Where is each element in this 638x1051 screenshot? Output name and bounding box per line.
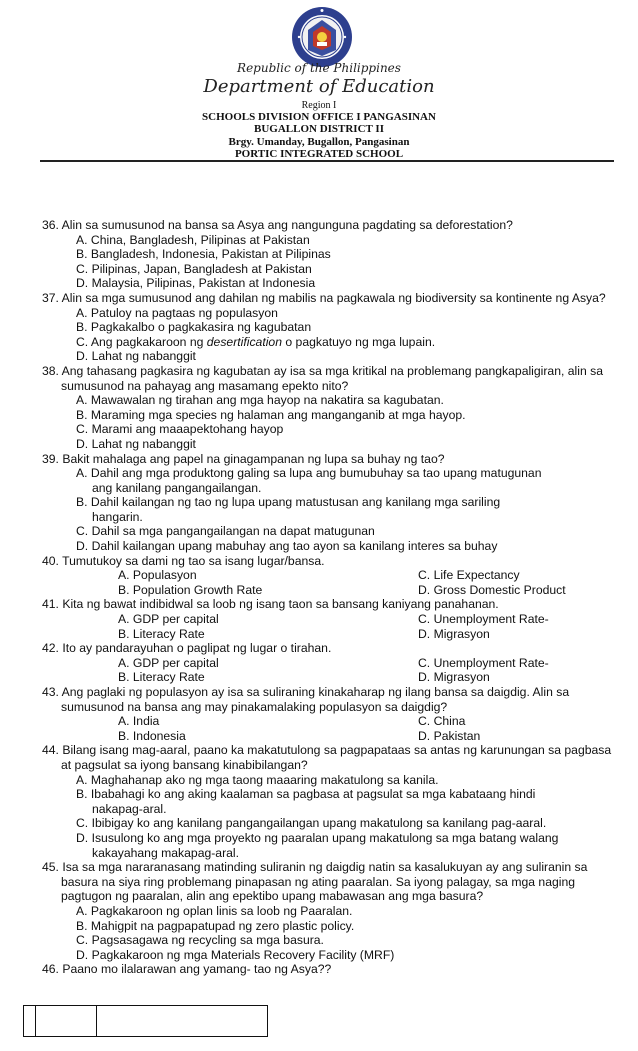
option-row [0, 714, 638, 729]
option-row [0, 627, 638, 642]
option: D. Malaysia, Pilipinas, Pakistan at Indonesia [76, 276, 316, 291]
deped-seal-logo [291, 6, 353, 68]
option [76, 495, 638, 524]
question-42 [0, 641, 638, 656]
question-list [0, 218, 638, 977]
option: C. Life Expectancy [418, 568, 520, 583]
option: C. China [418, 714, 466, 729]
option-row [0, 670, 638, 685]
division-line: SCHOOLS DIVISION OFFICE I PANGASINAN [202, 111, 436, 123]
table-divider [35, 1006, 36, 1036]
option: C. Pilipinas, Japan, Bangladesh at Pakistan [76, 261, 312, 276]
option: A. Maghahanap ako ng mga taong maaaring makatulong sa kanila. [76, 772, 439, 787]
option: B. Pagkakalbo o pagkakasira ng kagubatan [76, 320, 312, 335]
option: A. Patuloy na pagtaas ng populasyon [76, 305, 278, 320]
option: B. Indonesia [118, 728, 186, 743]
district-line: BUGALLON DISTRICT II [253, 123, 384, 135]
question-stem: 38. Ang tahasang pagkasira ng kagubatan ay isa sa mga kritikal na problemang pangkapaligiran, alin sa sumusunod na pahayag ang masamang epekto nito? [42, 363, 603, 393]
option: D. Migrasyon [418, 670, 490, 685]
option: A. India [118, 714, 160, 729]
option-text: C. Ang pagkakaroon ng [76, 334, 207, 349]
option [76, 831, 638, 860]
question-41 [0, 597, 638, 612]
option: C. Unemployment Rate- [418, 612, 549, 627]
option-row [0, 656, 638, 671]
question-39 [0, 452, 638, 467]
question-46 [0, 962, 638, 977]
footer-table [23, 1005, 268, 1037]
question-stem: 42. Ito ay pandarayuhan o paglipat ng lugar o tirahan. [42, 641, 332, 656]
question-37 [0, 291, 638, 306]
address-line: Brgy. Umanday, Bugallon, Pangasinan [228, 136, 410, 148]
option-line: B. Dahil kailangan ng tao ng lupa upang matustusan ang kanilang mga sariling [76, 495, 501, 510]
option-text: o pagkatuyo ng mga lupain. [281, 334, 436, 349]
option-row [0, 568, 638, 583]
department-title: Department of Education [203, 76, 435, 97]
question-36 [0, 218, 638, 233]
question-stem: 40. Tumutukoy sa dami ng tao sa isang lugar/bansa. [42, 553, 325, 568]
question-43 [0, 685, 638, 714]
option: A. GDP per capital [118, 612, 219, 627]
option: B. Bangladesh, Indonesia, Pakistan at Pilipinas [76, 247, 331, 262]
option-line: B. Ibabahagi ko ang aking kaalaman sa pagbasa at pagsulat sa mga kabataang hindi [76, 787, 536, 802]
option-row [0, 583, 638, 598]
option: A. Populasyon [118, 568, 197, 583]
option: C. Unemployment Rate- [418, 655, 549, 670]
option: D. Gross Domestic Product [418, 582, 566, 597]
option-continuation: hangarin. [92, 509, 143, 524]
question-stem: 44. Bilang isang mag-aaral, paano ka makatutulong sa pagpapataas sa antas ng karunungan sa pagbasa at pagsulat sa iyong bansang kinabibilangan? [42, 743, 612, 772]
option-emphasis: desertification [206, 334, 282, 349]
option [76, 787, 638, 816]
question-stem: 41. Kita ng bawat indibidwal sa loob ng isang taon sa bansang kaniyang panahanan. [42, 597, 499, 612]
option: D. Pagkakaroon ng mga Materials Recovery Facility (MRF) [76, 947, 395, 962]
option: B. Mahigpit na pagpapatupad ng zero plastic policy. [76, 918, 355, 933]
option: A. Mawawalan ng tirahan ang mga hayop na nakatira sa kagubatan. [76, 393, 444, 408]
option: A. Pagkakaroon ng oplan linis sa loob ng Paaralan. [76, 903, 353, 918]
option: D. Migrasyon [418, 626, 490, 641]
option-row [0, 612, 638, 627]
region-line: Region I [301, 100, 337, 111]
question-stem: 45. Isa sa mga nararanasang matinding suliranin ng daigdig natin sa kasalukuyan ay ang suliranin sa basura na siya ring problemang pinapasan ng ating paaralan. Sa iyong palagay, sa mga naging pagtugon ng paaralan, alin ang epektibo upang mabawasan ang mga basura? [42, 860, 588, 904]
option: B. Literacy Rate [118, 670, 205, 685]
question-stem: 43. Ang paglaki ng populasyon ay isa sa suliraning kinakaharap ng ilang bansa sa daigdig. Alin sa sumusunod na bansa ang may pinakamalaking populasyon sa daigdig? [42, 685, 570, 714]
question-stem: 46. Paano mo ilalarawan ang yamang- tao ng Asya?? [42, 962, 332, 977]
question-stem: 37. Alin sa mga sumusunod ang dahilan ng mabilis na pagkawala ng biodiversity sa kontinente ng Asya? [42, 290, 606, 305]
republic-line: Republic of the Philippines [237, 61, 401, 75]
question-44 [0, 743, 638, 772]
option [76, 466, 638, 495]
option [76, 335, 638, 350]
question-40 [0, 554, 638, 569]
option: C. Ibibigay ko ang kanilang pangangailangan upang makatulong sa kanilang pag-aaral. [76, 816, 547, 831]
option: C. Pagsasagawa ng recycling sa mga basura. [76, 933, 324, 948]
question-45 [0, 860, 638, 904]
option-continuation: ang kanilang pangangailangan. [92, 480, 262, 495]
question-38 [0, 364, 638, 393]
option: B. Population Growth Rate [118, 582, 263, 597]
option-continuation: nakapag-aral. [92, 801, 167, 816]
option: D. Pakistan [418, 728, 481, 743]
option: C. Dahil sa mga pangangailangan na dapat matugunan [76, 524, 375, 539]
option-continuation: kakayahang makapag-aral. [92, 845, 240, 860]
option-row [0, 729, 638, 744]
option: B. Maraming mga species ng halaman ang manganganib at mga hayop. [76, 407, 466, 422]
option: B. Literacy Rate [118, 626, 205, 641]
option: A. China, Bangladesh, Pilipinas at Pakistan [76, 232, 310, 247]
option: A. GDP per capital [118, 655, 219, 670]
question-stem: 36. Alin sa sumusunod na bansa sa Asya ang nangunguna pagdating sa deforestation? [42, 218, 513, 232]
option: D. Lahat ng nabanggit [76, 436, 196, 451]
option-line: A. Dahil ang mga produktong galing sa lupa ang bumubuhay sa tao upang matugunan [76, 466, 542, 481]
header-divider [40, 160, 614, 162]
option: C. Marami ang maaapektohang hayop [76, 422, 284, 437]
question-stem: 39. Bakit mahalaga ang papel na ginagampanan ng lupa sa buhay ng tao? [42, 451, 445, 466]
table-divider [96, 1006, 97, 1036]
option: D. Dahil kailangan upang mabuhay ang tao ayon sa kanilang interes sa buhay [76, 539, 498, 554]
option: D. Lahat ng nabanggit [76, 349, 196, 364]
option-line: D. Isusulong ko ang mga proyekto ng paaralan upang makatulong sa mga batang walang [76, 830, 559, 845]
school-name: PORTIC INTEGRATED SCHOOL [234, 148, 404, 160]
